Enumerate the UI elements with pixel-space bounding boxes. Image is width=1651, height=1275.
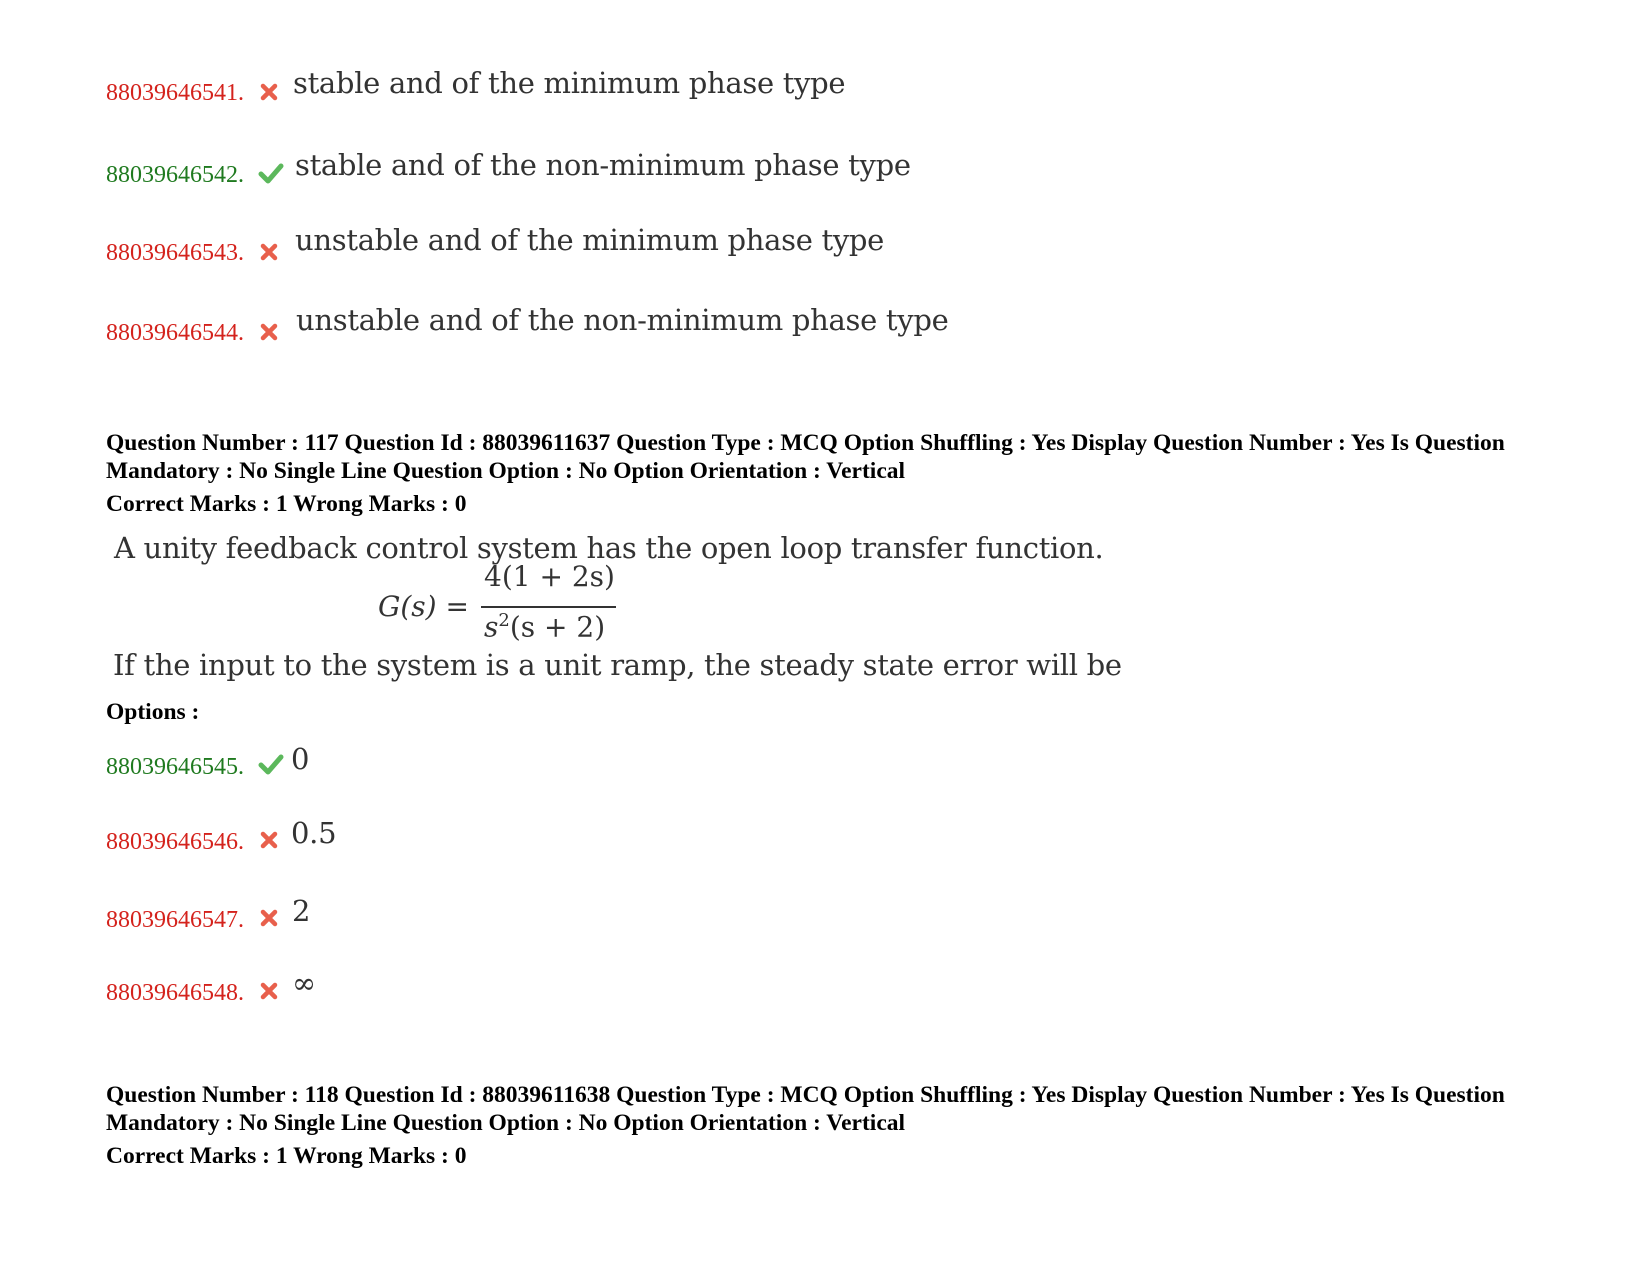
option-text: 2 [292, 894, 311, 928]
option-id: 88039646543. [106, 240, 244, 266]
question-marks: Correct Marks : 1 Wrong Marks : 0 [106, 491, 467, 517]
option-id: 88039646548. [106, 980, 244, 1006]
option-text: 0 [291, 742, 310, 776]
formula-numerator: 4(1 + 2s) [484, 560, 615, 593]
check-icon [258, 162, 284, 184]
denominator-base: s [484, 610, 499, 644]
option-text: ∞ [292, 966, 316, 1000]
formula-denominator [484, 610, 605, 643]
question-marks: Correct Marks : 1 Wrong Marks : 0 [106, 1143, 467, 1169]
option-id: 88039646542. [106, 162, 244, 188]
transfer-function-formula [378, 560, 638, 646]
option-text: unstable and of the minimum phase type [295, 223, 885, 257]
question-meta: Question Number : 118 Question Id : 88039611638 Question Type : MCQ Option Shuffling : Yes Display Question Number : Yes Is Question Mandatory : No Single Line Question Option : No Option Orientation : Vertical [106, 1082, 1505, 1136]
fraction-bar [481, 606, 616, 608]
denominator-rest: (s + 2) [509, 610, 606, 644]
option-id: 88039646547. [106, 907, 244, 933]
question-stem-line1: A unity feedback control system has the open loop transfer function. [114, 531, 1104, 565]
option-id: 88039646544. [106, 320, 244, 346]
question-meta: Question Number : 117 Question Id : 88039611637 Question Type : MCQ Option Shuffling : Yes Display Question Number : Yes Is Question Mandatory : No Single Line Question Option : No Option Orientation : Vertical [106, 430, 1505, 484]
cross-icon [258, 980, 280, 1002]
denominator-exponent: 2 [498, 610, 510, 631]
cross-icon [258, 829, 280, 851]
cross-icon [258, 907, 280, 929]
options-label: Options : [106, 699, 200, 725]
cross-icon [258, 81, 280, 103]
cross-icon [258, 321, 280, 343]
option-id: 88039646541. [106, 80, 244, 106]
option-text: stable and of the non-minimum phase type [295, 148, 911, 182]
check-icon [258, 753, 284, 775]
option-id: 88039646546. [106, 829, 244, 855]
formula-lhs: G(s) = [378, 590, 469, 623]
question-stem-line2: If the input to the system is a unit ramp, the steady state error will be [113, 648, 1122, 682]
option-id: 88039646545. [106, 754, 244, 780]
option-text: 0.5 [291, 816, 337, 850]
cross-icon [258, 241, 280, 263]
option-text: stable and of the minimum phase type [293, 66, 846, 100]
option-text: unstable and of the non-minimum phase type [296, 303, 949, 337]
